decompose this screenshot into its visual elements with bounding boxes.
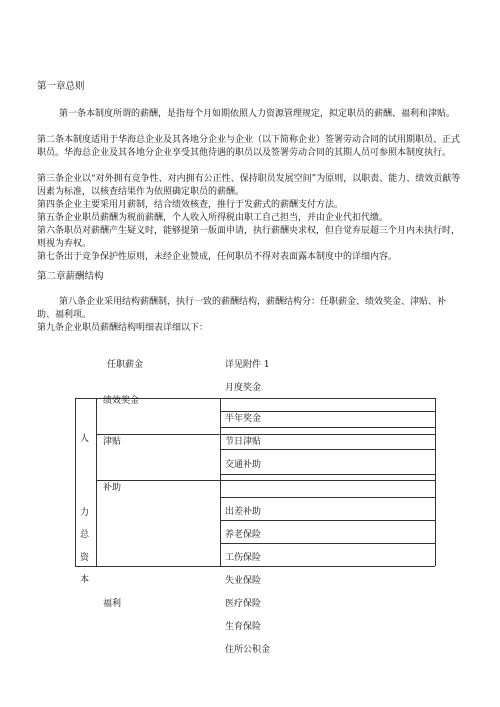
table-rule	[220, 449, 435, 450]
table-rule	[220, 474, 435, 475]
item-unemployment-insurance: 失业保险	[225, 576, 262, 586]
article-9: 第九条企业职员薪酬结构明细表详细以下：	[37, 323, 209, 333]
side-label-char: 力	[80, 508, 90, 518]
item-pension-insurance: 养老保险	[225, 530, 262, 540]
item-transport-subsidy: 交通补助	[225, 460, 262, 470]
table-right-border	[435, 398, 436, 566]
article-5: 第五条企业职员薪酬为税前薪酬，个人收入所得税由职工自己担当，并由企业代扣代缴。	[37, 213, 389, 223]
table-divider	[96, 398, 97, 566]
table-rule	[96, 480, 435, 481]
table-divider	[220, 398, 221, 566]
article-8: 第八条企业采用结构薪酬制，执行一致的薪酬结构，薪酬结构分：任职薪金、绩效奖金、津贴、补助、福利项。	[37, 297, 447, 320]
chapter1-title: 第一章总则	[37, 81, 85, 92]
table-rule	[220, 411, 435, 412]
article-3: 第三条企业以“对外拥有竞争性、对内拥有公正性、保持职员发展空间”为原则，以职责、能力、绩效贡献等因素为标准，以核查结果作为依照确定职员的薪酬。	[37, 174, 461, 197]
item-monthly-bonus: 月度奖金	[225, 383, 262, 393]
category-performance-bonus: 绩效奖金	[103, 396, 140, 406]
table-rule	[96, 434, 435, 435]
item-travel-subsidy: 出差补助	[225, 507, 262, 517]
table-rule	[220, 427, 435, 428]
side-label-char: 人	[80, 434, 90, 444]
article-1: 第一条本制度所谓的薪酬，是指每个月如期依照人力资源管理规定，拟定职员的薪酬、福利和津贴。	[59, 109, 456, 119]
table-bottom-border	[75, 566, 435, 567]
row-value-attachment: 详见附件 1	[225, 360, 270, 370]
table-rule	[220, 543, 435, 544]
category-subsidy: 补助	[103, 483, 122, 493]
chapter2-title: 第二章薪酬结构	[37, 271, 104, 282]
article-2: 第二条本制度适用于华海总企业及其各地分企业与企业（以下简称企业）签署劳动合同的试用期职员、正式职员。华海总企业及其各地分企业享受其他待遇的职员以及签署劳动合同的其期人员可参照本制度执行。	[37, 135, 461, 158]
side-label-char: 本	[80, 575, 90, 585]
item-work-injury-insurance: 工伤保险	[225, 553, 262, 563]
item-holiday-allowance: 节日津贴	[225, 437, 262, 447]
table-left-border	[75, 398, 76, 566]
article-4: 第四条企业主要采用月薪制，结合绩效核查，推行于发薪式的薪酬支付方法。	[37, 200, 344, 210]
item-maternity-insurance: 生育保险	[225, 622, 262, 632]
item-housing-fund: 住所公积金	[225, 645, 271, 655]
article-7: 第七条出于竞争保护性原则，未经企业赞成，任何职员不得对表面露本制度中的详细内容。	[37, 252, 398, 262]
article-6: 第六条职员对薪酬产生疑义时，能够提第一版面申请，执行薪酬央求权，但自觉弃辰超三个月内未执行时，则视为弃权。	[37, 226, 461, 249]
category-allowance: 津贴	[103, 437, 122, 447]
row-label-base-salary: 任职薪金	[107, 360, 144, 370]
item-half-year-bonus: 半年奖金	[225, 414, 262, 424]
category-welfare: 福利	[103, 599, 122, 609]
table-rule	[220, 497, 435, 498]
item-medical-insurance: 医疗保险	[225, 599, 262, 609]
table-rule	[220, 520, 435, 521]
side-label-char: 总	[80, 530, 90, 540]
side-label-char: 资	[80, 553, 90, 563]
